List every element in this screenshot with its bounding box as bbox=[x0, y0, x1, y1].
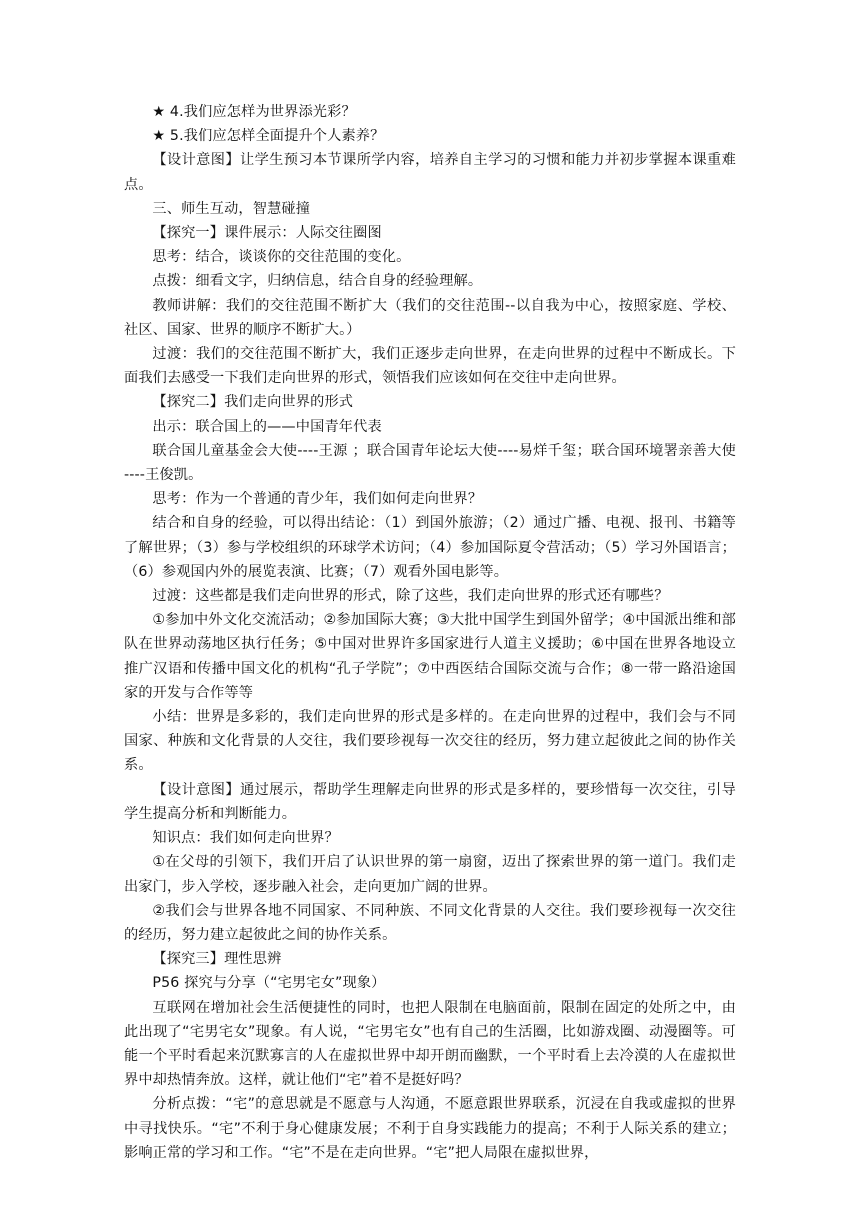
inquiry-1-heading: 【探究一】课件展示：人际交往圈图 bbox=[152, 225, 382, 242]
inquiry-3-heading: 【探究三】理性思辨 bbox=[152, 951, 282, 968]
inquiry-2-heading: 【探究二】我们走向世界的形式 bbox=[152, 394, 354, 411]
summary: 小结：世界是多彩的，我们走向世界的形式是多样的。在走向世界的过程中，我们会与不同国家、种族和文化背景的人交往，我们要珍视每一次交往的经历，努力建立起彼此之间的协作关系。 bbox=[124, 709, 736, 774]
design-intent-2: 【设计意图】通过展示，帮助学生理解走向世界的形式是多样的，要珍惜每一次交往，引导学生提高分析和判断能力。 bbox=[124, 781, 736, 822]
inquiry-2-forms-list: ①参加中外文化交流活动；②参加国际大赛；③大批中国学生到国外留学；④中国派出维和部队在世界动荡地区执行任务；⑤中国对世界许多国家进行人道主义援助；⑥中国在世界各地设立推广汉语和传播中国文化的机构“孔子学院”；⑦中西医结合国际交流与合作；⑧一带一路沿途国家的开发与合作等等 bbox=[124, 612, 736, 701]
document-body bbox=[124, 100, 736, 1165]
inquiry-1-hint: 点拨：细看文字，归纳信息，结合自身的经验理解。 bbox=[152, 273, 483, 290]
inquiry-2-ambassadors: 联合国儿童基金会大使----王源 ；联合国青年论坛大使----易烊千玺；联合国环境署亲善大使 ----王俊凯。 bbox=[124, 442, 736, 484]
section-heading-3: 三、师生互动，智慧碰撞 bbox=[152, 200, 311, 217]
inquiry-1-teacher-explain: 教师讲解：我们的交往范围不断扩大（我们的交往范围--以自我为中心，按照家庭、学校、社区、国家、世界的顺序不断扩大。） bbox=[124, 297, 736, 338]
inquiry-1-think: 思考：结合，谈谈你的交往范围的变化。 bbox=[152, 249, 411, 266]
inquiry-2-conclusion: 结合和自身的经验，可以得出结论：（1）到国外旅游；（2）通过广播、电视、报刊、书籍等了解世界；（3）参与学校组织的环球学术访问；（4）参加国际夏令营活动；（5）学习外国语言；（6）参观国内外的展览表演、比赛；（7）观看外国电影等。 bbox=[124, 515, 736, 580]
inquiry-3-scenario: 互联网在增加社会生活便捷性的同时，也把人限制在电脑面前，限制在固定的处所之中，由此出现了“宅男宅女”现象。有人说，“宅男宅女”也有自己的生活圈，比如游戏圈、动漫圈等。可能一个平时看起来沉默寡言的人在虚拟世界中却开朗而幽默，一个平时看上去冷漠的人在虚拟世界中却热情奔放。这样，就让他们“宅”着不是挺好吗？ bbox=[124, 999, 736, 1089]
knowledge-point-1: ①在父母的引领下，我们开启了认识世界的第一扇窗，迈出了探索世界的第一道门。我们走出家门，步入学校，逐步融入社会，走向更加广阔的世界。 bbox=[124, 854, 736, 895]
transition-2: 过渡：这些都是我们走向世界的形式，除了这些，我们走向世界的形式还有哪些？ bbox=[152, 588, 669, 605]
knowledge-point-heading: 知识点：我们如何走向世界？ bbox=[152, 830, 339, 847]
inquiry-3-share-title: P56 探究与分享（“宅男宅女”现象） bbox=[152, 975, 386, 992]
inquiry-2-think: 思考：作为一个普通的青少年，我们如何走向世界？ bbox=[152, 491, 483, 508]
inquiry-2-show: 出示：联合国上的——中国青年代表 bbox=[152, 418, 382, 435]
transition-1: 过渡：我们的交往范围不断扩大，我们正逐步走向世界，在走向世界的过程中不断成长。下面我们去感受一下我们走向世界的形式，领悟我们应该如何在交往中走向世界。 bbox=[124, 346, 736, 387]
question-5: ★ 5.我们应怎样全面提升个人素养？ bbox=[152, 128, 385, 145]
question-4: ★ 4.我们应怎样为世界添光彩？ bbox=[152, 104, 356, 120]
knowledge-point-2: ②我们会与世界各地不同国家、不同种族、不同文化背景的人交往。我们要珍视每一次交往的经历，努力建立起彼此之间的协作关系。 bbox=[124, 902, 736, 943]
inquiry-3-analysis: 分析点拨：“宅”的意思就是不愿意与人沟通，不愿意跟世界联系，沉浸在自我或虚拟的世界中寻找快乐。“宅”不利于身心健康发展；不利于自身实践能力的提高；不利于人际关系的建立；影响正常的学习和工作。“宅”不是在走向世界。“宅”把人局限在虚拟世界， bbox=[124, 1096, 736, 1161]
design-intent-1: 【设计意图】让学生预习本节课所学内容，培养自主学习的习惯和能力并初步掌握本课重难点。 bbox=[124, 152, 736, 193]
